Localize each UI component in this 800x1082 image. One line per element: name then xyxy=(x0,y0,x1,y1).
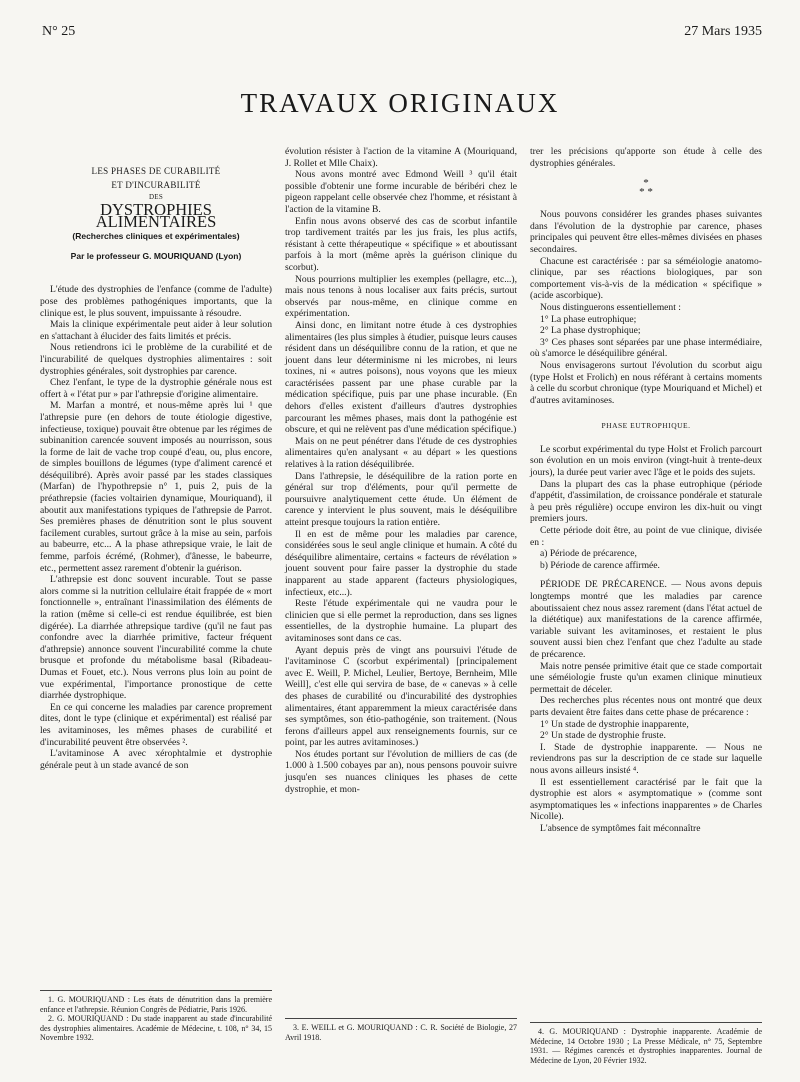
article-subtitle-3: DES xyxy=(148,193,164,201)
paragraph: Nous pouvons considérer les grandes phases suivantes dans l'évolution de la dystrophie par carence, phases principales qui peuvent être elles-mêmes divisées en phases secondaires. xyxy=(530,209,762,255)
paragraph: Chez l'enfant, le type de la dystrophie générale nous est offert à « l'état pur » par l'athrepsie d'origine alimentaire. xyxy=(40,377,272,400)
list-item: b) Période de carence affirmée. xyxy=(540,559,660,571)
paragraph: En ce qui concerne les maladies par carence proprement dites, dont le type (clinique et expérimental) est réalisé par les avitaminoses, les mêmes phases de curabilité et d'incurabilité peuvent être observées ². xyxy=(40,701,272,748)
paragraph: évolution résister à l'action de la vitamine A (Mouriquand, J. Rollet et Mlle Chaix). xyxy=(285,146,517,169)
column-2 xyxy=(285,146,517,795)
paragraph: Nous avons montré avec Edmond Weill ³ qu'il était possible d'obtenir une forme incurable de béribéri chez le pigeon rappelant celle observée chez l'homme, et résistant à l'action de la vitamine B. xyxy=(285,169,517,215)
paragraph: trer les précisions qu'apporte son étude à celle des dystrophies générales. xyxy=(530,146,762,169)
paragraph: M. Marfan a montré, et nous-même après lui ¹ que l'athrepsie pure (en dehors de toute étiologie digestive, infectieuse, toxique) pouvait être obtenue par les régimes de subinanition carencée souvent imposés au nourrisson, sous la forme de lait de vache trop coupé d'eau, ou, plus encore, de simples bouillons de légumes (type d'aliment carencé et déséquilibré). Après avoir passé par les stades classiques (Marfan) de l'hypothrepsie n° 1, puis 2, puis de la préathrepsie (facies voltairien dynamique, Mouriquand), il aboutit aux manifestations typiques de l'athrepsie de Parrot. Ses premières phases de dénutrition sont le plus souvent facilement curables, surtout grâce à la mise au sein, parfois au babeurre, etc... A la phase athrepsique vraie, le lait de femme, parfois écrémé, (Rohmer), d'ânesse, le babeurre, etc., permettent assez rarement d'obtenir la guérison. xyxy=(40,400,272,574)
column-1 xyxy=(40,150,272,771)
list-item: 1° La phase eutrophique; xyxy=(540,313,637,325)
paragraph: Reste l'étude expérimentale qui ne vaudra pour le clinicien que si elle permet la reproduction, dans ses lignes essentielles, de la dystrophie humaine. La plupart des avitaminoses sont dans ce cas. xyxy=(285,598,517,644)
paragraph: Nous distinguerons essentiellement : xyxy=(540,301,681,313)
list-item: 2° Un stade de dystrophie fruste. xyxy=(540,730,666,742)
section-title: TRAVAUX ORIGINAUX xyxy=(240,88,560,118)
paragraph: Ayant depuis près de vingt ans poursuivi l'étude de l'avitaminose C (scorbut expérimental) [principalement avec E. Weill, P. Michel, Leulier, Bertoye, Bernheim, Mlle Weill], c'est elle qui servira de base, de « canevas » à celle des phases de curabilité ou d'incurabilité des dystrophies alimentaires, étant apparemment la mieux caractérisée dans ses symptômes, son étio-pathogénie, son traitement. (Nous ferons d'ailleurs appel aux renseignements fournis, sur ce point, par les autres avitaminoses.) xyxy=(285,644,517,749)
paragraph: Mais notre pensée primitive était que ce stade comportait une séméiologie fruste qu'un examen clinique minutieux permettait de déceler. xyxy=(530,660,762,695)
footnote: 4. G. MOURIQUAND : Dystrophie inapparente. Académie de Médecine, 14 Octobre 1930 ; La Presse Médicale, n° 75, Septembre 1931. — Régimes carencés et dystrophies inapparentes. Journal de Médecine de Lyon, 20 Février 1932. xyxy=(530,1027,762,1065)
paragraph: Enfin nous avons observé des cas de scorbut infantile trop tardivement traités par les jus frais, les plus actifs, résistant à cette thérapeutique « spécifique » et aboutissant parfois à la mort (même après la guérison clinique du scorbut). xyxy=(285,215,517,273)
page-header-issue: N° 25 xyxy=(42,24,76,39)
paragraph: Nos études portant sur l'évolution de milliers de cas (de 1.000 à 1.500 cobayes par an), nous pensons pouvoir suivre jusqu'en ses nuances cliniques les phases de cette dystrophie, et mon- xyxy=(285,748,517,795)
paragraph: Le scorbut expérimental du type Holst et Frolich parcourt son évolution en un mois environ (vingt-huit à trente-deux jours), la durée peut varier avec l'âge et le poids des sujets. xyxy=(530,443,762,479)
list-item: 2° La phase dystrophique; xyxy=(540,325,641,337)
paragraph: Cette période doit être, au point de vue clinique, divisée en : xyxy=(530,525,762,548)
page-header-date: 27 Mars 1935 xyxy=(684,24,762,39)
paragraph: PÉRIODE DE PRÉCARENCE. — Nous avons depuis longtemps montré que les maladies par carence aboutissaient chez nous assez rarement (dans l'état actuel de la diététique) aux manifestations de la carence affirmée, variable suivant les avitaminoses, et restaient le plus souvent aussi bien chez l'enfant que chez l'adulte au stade de précarence. xyxy=(530,579,762,660)
list-item: a) Période de précarence, xyxy=(540,548,637,560)
paragraph: Dans la plupart des cas la phase eutrophique (période d'appétit, d'assimilation, de croissance pondérale et staturale à peu près régulière) occupe environ les dix-huit ou vingt premiers jours. xyxy=(530,478,762,525)
paragraph: Des recherches plus récentes nous ont montré que deux parts devaient être faites dans cette phase de précarence : xyxy=(530,695,762,718)
article-author: Par le professeur G. MOURIQUAND (Lyon) xyxy=(70,250,242,261)
footnote: 3. E. WEILL et G. MOURIQUAND : C. R. Société de Biologie, 27 Avril 1918. xyxy=(285,1023,517,1042)
list-item: 3° Ces phases sont séparées par une phase intermédiaire, où s'amorce le déséquilibre général. xyxy=(530,336,762,360)
paragraph: Nous pourrions multiplier les exemples (pellagre, etc...), mais nous tenons à nous localiser aux faits précis, surtout observés par nous-même, en clinique comme en expérimentation. xyxy=(285,273,517,320)
paragraph: Nous envisagerons surtout l'évolution du scorbut aigu (type Holst et Frolich) en nous référant à certains moments à celle du scorbut chronique (type Mouriquand et Michel) et d'autres avitaminoses. xyxy=(530,359,762,406)
paragraph: Ainsi donc, en limitant notre étude à ces dystrophies alimentaires (les plus simples à étudier, puisque leurs causes résident dans un déséquilibre connu de la ration, et que ne jouent dans leur déterminisme ni les microbes, ni leurs toxines, ni « autres poisons), nous voyons que les mieux caractérisées passent par une phase curable par la médication spécifique, puis par une phase incurable. (En dehors d'elles existent d'ailleurs d'autres dystrophies parcourant les mêmes phases, mais dont la pathogénie est obscure, et qui ne relèvent pas d'une médication spécifique.) xyxy=(285,319,517,436)
paragraph: Mais on ne peut pénétrer dans l'étude de ces dystrophies alimentaires qu'en analysant « au départ » les questions relatives à la ration déséquilibrée. xyxy=(285,435,517,471)
paragraph: L'athrepsie est donc souvent incurable. Tout se passe alors comme si la nutrition cellulaire était frappée de « mort fonctionnelle », entraînant l'inassimilation des éléments de la ration (même si celle-ci est rendue équilibrée, est bien digérée). La diarrhée athrepsique tardive (qu'il ne faut pas confondre avec la diarrhée primitive, facteur fréquent d'athrepsie) annonce souvent l'incurabilité comme la chute brusque et profonde du métabolisme basal (Ribadeau-Dumas et Fouet, etc.). Nous verrons plus loin au point de vue expérimental, l'importance pronostique de cette diarrhée dystrophique. xyxy=(40,574,272,702)
article-subtitle-1: LES PHASES DE CURABILITÉ xyxy=(91,166,221,176)
paragraph: Chacune est caractérisée : par sa séméiologie anatomo-clinique, par ses réactions biologiques, par son comportement vis-à-vis de la médication « spécifique » (acide ascorbique). xyxy=(530,255,762,302)
article-note: (Recherches cliniques et expérimentales) xyxy=(72,231,240,242)
article-title: DYSTROPHIES ALIMENTAIRES xyxy=(95,200,217,231)
footnote: 2. G. MOURIQUAND : Du stade inapparent au stade d'incurabilité des dystrophies alimentaires. Académie de Médecine, t. 108, n° 34, 15 Novembre 1932. xyxy=(40,1014,272,1043)
paragraph: L'étude des dystrophies de l'enfance (comme de l'adulte) pose des problèmes pathogéniques importants, que la clinique est, le plus souvent, impuissante à résoudre. xyxy=(40,284,272,319)
paragraph: Mais la clinique expérimentale peut aider à leur solution en s'attachant à élucider des faits limités et précis. xyxy=(40,319,272,342)
section-separator: * * * xyxy=(639,177,653,199)
footnotes-column-2 xyxy=(285,1018,517,1042)
paragraph: Il est essentiellement caractérisé par le fait que la dystrophie est alors « asymptomatique » (comme sont asymptomatiques les « infections inapparentes » de Charles Nicolle). xyxy=(530,776,762,823)
column-1-body xyxy=(40,284,272,771)
article-subtitle-2: ET D'INCURABILITÉ xyxy=(111,180,201,190)
paragraph: L'absence de symptômes fait méconnaître xyxy=(540,822,701,834)
paragraph: L'avitaminose A avec xérophtalmie et dystrophie générale peut à un stade avancé de son xyxy=(40,748,272,771)
footnotes-column-3 xyxy=(530,1022,762,1065)
paragraph: I. Stade de dystrophie inapparente. — Nous ne reviendrons pas sur la description de ce stade sur laquelle nous avons ailleurs insisté ⁴. xyxy=(530,741,762,776)
footnote: 1. G. MOURIQUAND : Les états de dénutrition dans la première enfance et l'athrepsie. Réunion Congrès de Pédiatrie, Paris 1926. xyxy=(40,995,272,1014)
footnotes-column-1 xyxy=(40,990,272,1043)
paragraph: Dans l'athrepsie, le déséquilibre de la ration porte en général sur trop d'éléments, pour qu'il permette de poursuivre analytiquement cette étude. Un élément de carence y intervient le plus souvent, mais le déséquilibre atteint presque toujours la ration entière. xyxy=(285,470,517,528)
list-item: 1° Un stade de dystrophie inapparente, xyxy=(540,718,689,730)
column-3 xyxy=(530,146,762,834)
paragraph: Nous retiendrons ici le problème de la curabilité et de l'incurabilité de quelques dystrophies alimentaires : soit dystrophies générales, soit dystrophies par carence. xyxy=(40,342,272,377)
paragraph: Il en est de même pour les maladies par carence, considérées sous le seul angle clinique et humain. A côté du déséquilibre alimentaire, certains « facteurs de révélation » jouent souvent pour faire passer la dystrophie du stade inapparent au stade apparent (facteurs physiologiques, infectieux, etc...). xyxy=(285,528,517,598)
section-heading: PHASE EUTROPHIQUE. xyxy=(601,421,691,431)
